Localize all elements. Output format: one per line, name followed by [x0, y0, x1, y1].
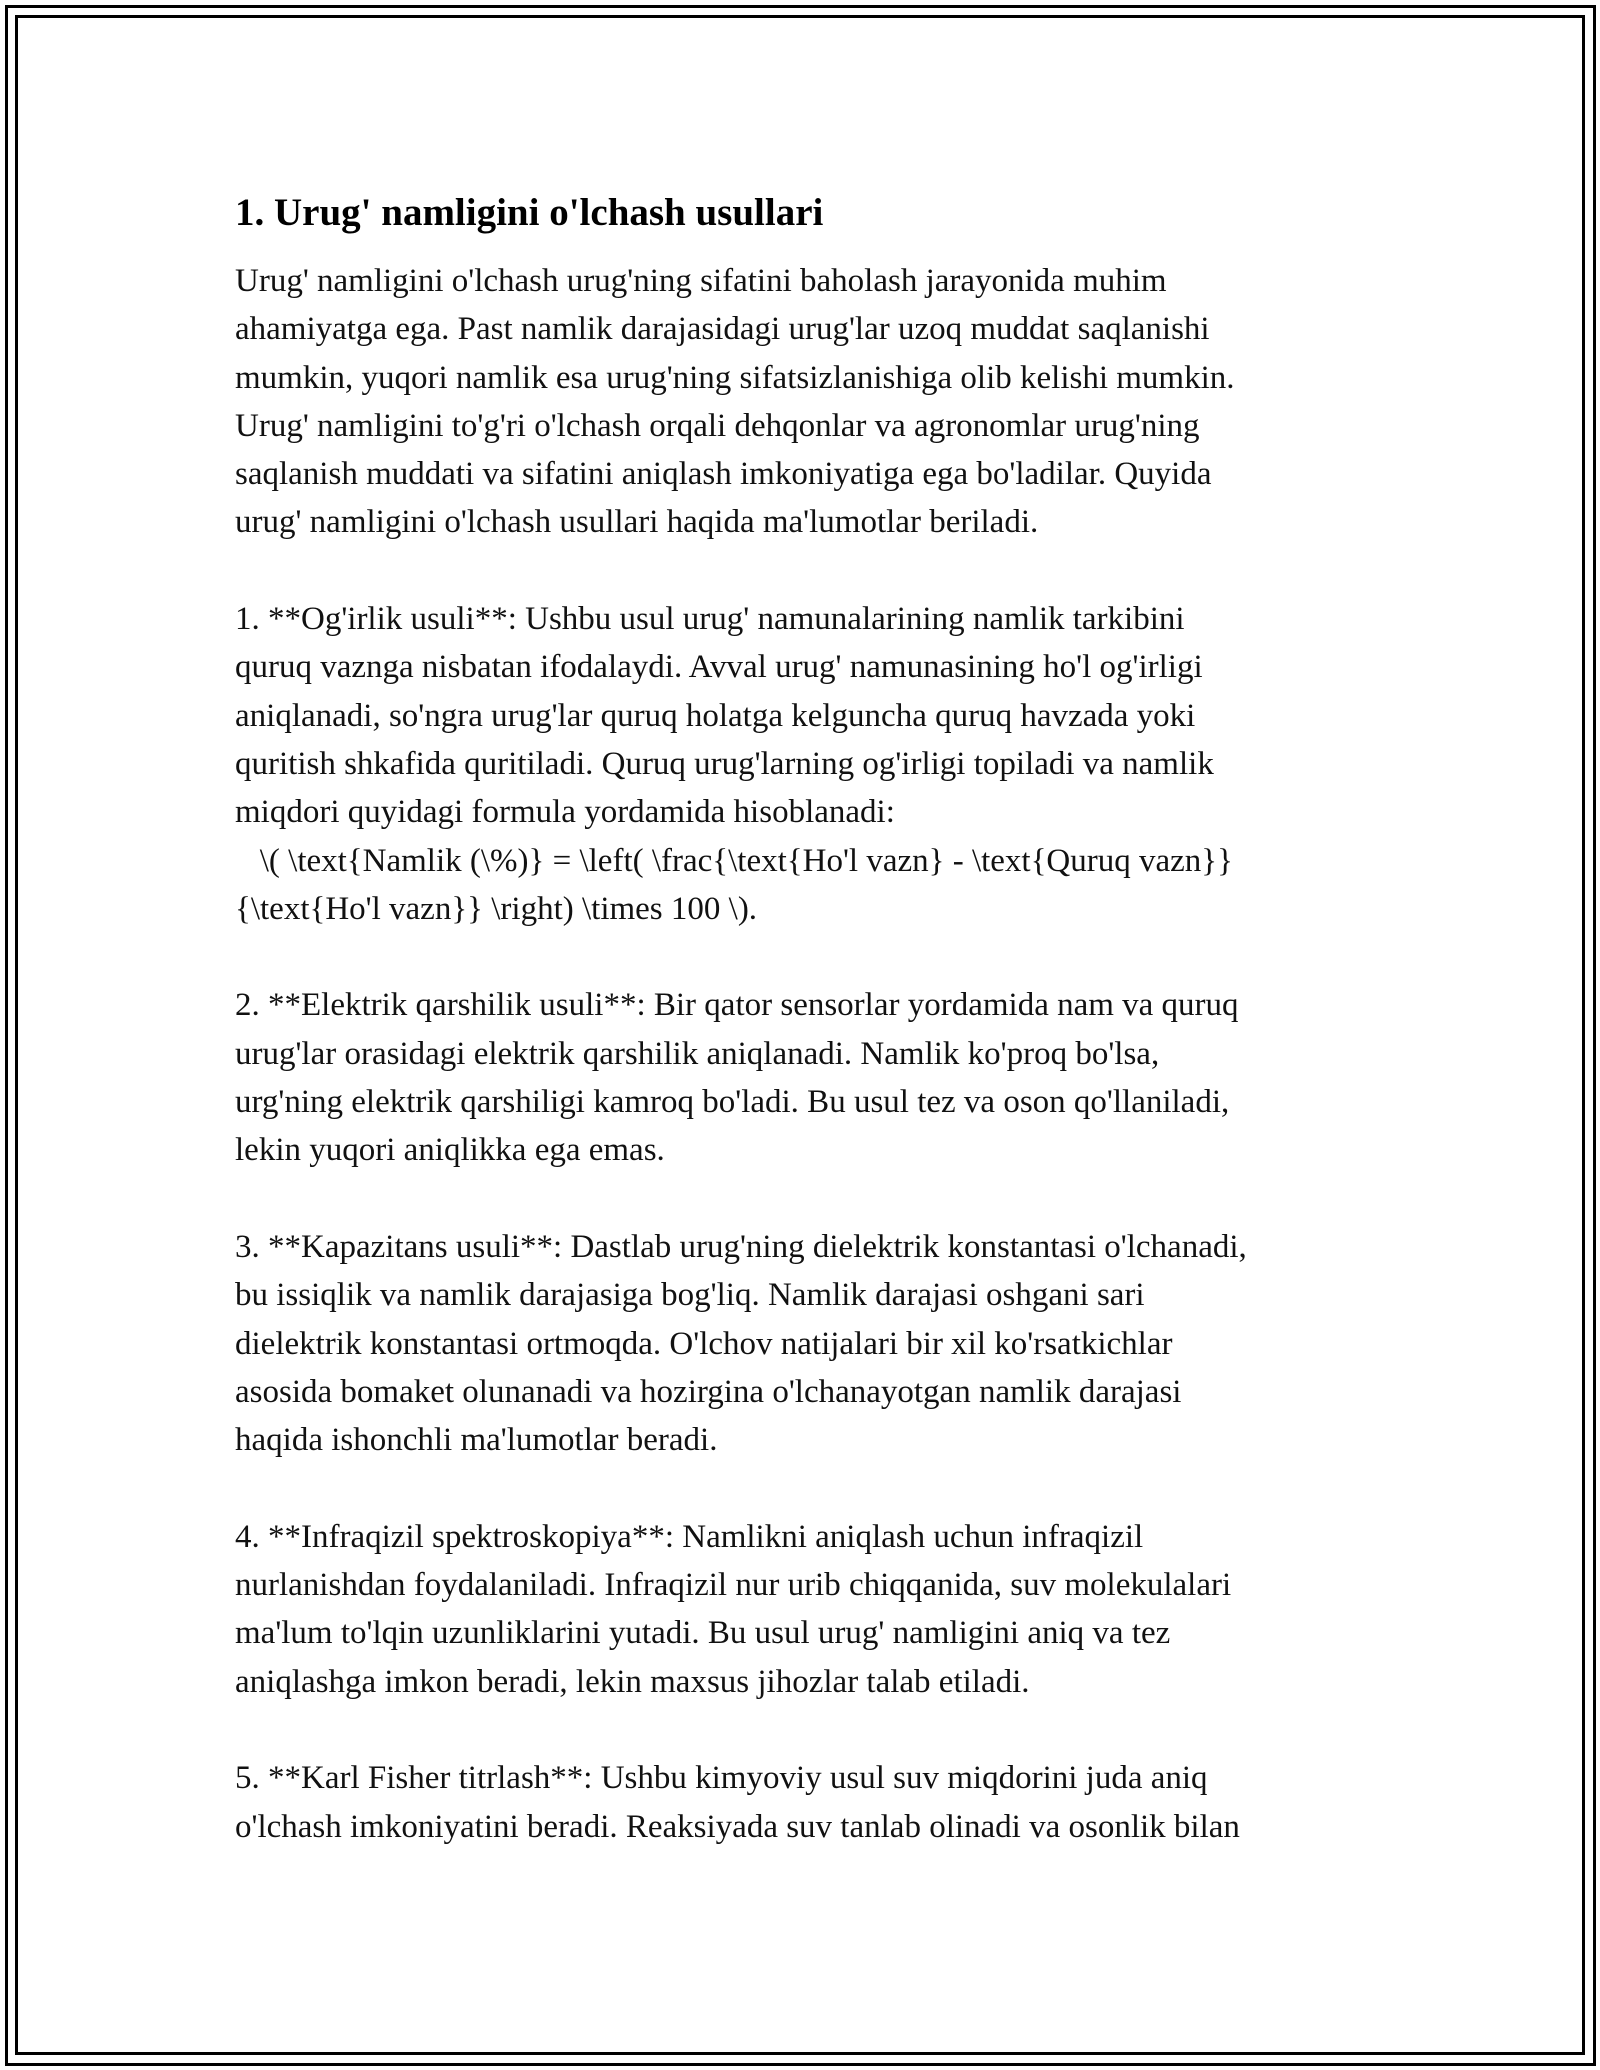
text-line: dielektrik konstantasi ortmoqda. O'lchov natijalari bir xil ko'rsatkichlar — [235, 1325, 1173, 1362]
text-line: 4. **Infraqizil spektroskopiya**: Namlikni aniqlash uchun infraqizil — [235, 1518, 1144, 1555]
text-line: aniqlashga imkon beradi, lekin maxsus jihozlar talab etiladi. — [235, 1663, 1030, 1700]
text-line: quritish shkafida quritiladi. Quruq urug'larning og'irligi topiladi va namlik — [235, 745, 1214, 782]
text-line: mumkin, yuqori namlik esa urug'ning sifatsizlanishiga olib kelishi mumkin. — [235, 359, 1235, 396]
text-line: 2. **Elektrik qarshilik usuli**: Bir qator sensorlar yordamida nam va quruq — [235, 987, 1239, 1024]
method-4-paragraph — [235, 1513, 1375, 1706]
text-line: quruq vaznga nisbatan ifodalaydi. Avval urug' namunasining ho'l og'irligi — [235, 649, 1203, 686]
text-line: 1. **Og'irlik usuli**: Ushbu usul urug' namunalarining namlik tarkibini — [235, 601, 1185, 638]
text-line: miqdori quyidagi formula yordamida hisoblanadi: — [235, 794, 895, 831]
intro-paragraph — [235, 257, 1375, 547]
text-line: urug' namligini o'lchash usullari haqida ma'lumotlar beriladi. — [235, 504, 1039, 541]
text-line: 5. **Karl Fisher titrlash**: Ushbu kimyoviy usul suv miqdorini juda aniq — [235, 1760, 1208, 1797]
text-line: ahamiyatga ega. Past namlik darajasidagi urug'lar uzoq muddat saqlanishi — [235, 311, 1210, 348]
text-line: Urug' namligini o'lchash urug'ning sifatini baholash jarayonida muhim — [235, 263, 1167, 299]
text-line: haqida ishonchli ma'lumotlar beradi. — [235, 1422, 718, 1459]
section-heading: 1. Urug' namligini o'lchash usullari — [235, 191, 824, 234]
text-line: Urug' namligini to'g'ri o'lchash orqali dehqonlar va agronomlar urug'ning — [235, 407, 1200, 444]
formula-line: \( \text{Namlik (\%)} = \left( \frac{\text{Ho'l vazn} - \text{Quruq vazn}} — [235, 842, 1233, 879]
text-line: urug'lar orasidagi elektrik qarshilik aniqlanadi. Namlik ko'proq bo'lsa, — [235, 1035, 1160, 1072]
method-5-paragraph — [235, 1754, 1375, 1851]
method-1-paragraph — [235, 595, 1375, 933]
method-3-paragraph — [235, 1223, 1375, 1464]
text-line: saqlanish muddati va sifatini aniqlash imkoniyatiga ega bo'ladilar. Quyida — [235, 456, 1212, 493]
document-body — [235, 185, 1375, 1899]
method-2-paragraph — [235, 981, 1375, 1174]
formula-line: {\text{Ho'l vazn}} \right) \times 100 \). — [235, 890, 758, 927]
text-line: ma'lum to'lqin uzunliklarini yutadi. Bu usul urug' namligini aniq va tez — [235, 1615, 1171, 1652]
text-line: aniqlanadi, so'ngra urug'lar quruq holatga kelguncha quruq havzada yoki — [235, 697, 1196, 734]
text-line: lekin yuqori aniqlikka ega emas. — [235, 1132, 665, 1169]
text-line: 3. **Kapazitans usuli**: Dastlab urug'ning dielektrik konstantasi o'lchanadi, — [235, 1228, 1247, 1265]
text-line: asosida bomaket olunanadi va hozirgina o'lchanayotgan namlik darajasi — [235, 1373, 1182, 1410]
text-line: bu issiqlik va namlik darajasiga bog'liq. Namlik darajasi oshgani sari — [235, 1277, 1145, 1314]
text-line: o'lchash imkoniyatini beradi. Reaksiyada suv tanlab olinadi va osonlik bilan — [235, 1808, 1240, 1845]
text-line: urg'ning elektrik qarshiligi kamroq bo'ladi. Bu usul tez va oson qo'llaniladi, — [235, 1084, 1230, 1121]
text-line: nurlanishdan foydalaniladi. Infraqizil nur urib chiqqanida, suv molekulalari — [235, 1567, 1232, 1604]
